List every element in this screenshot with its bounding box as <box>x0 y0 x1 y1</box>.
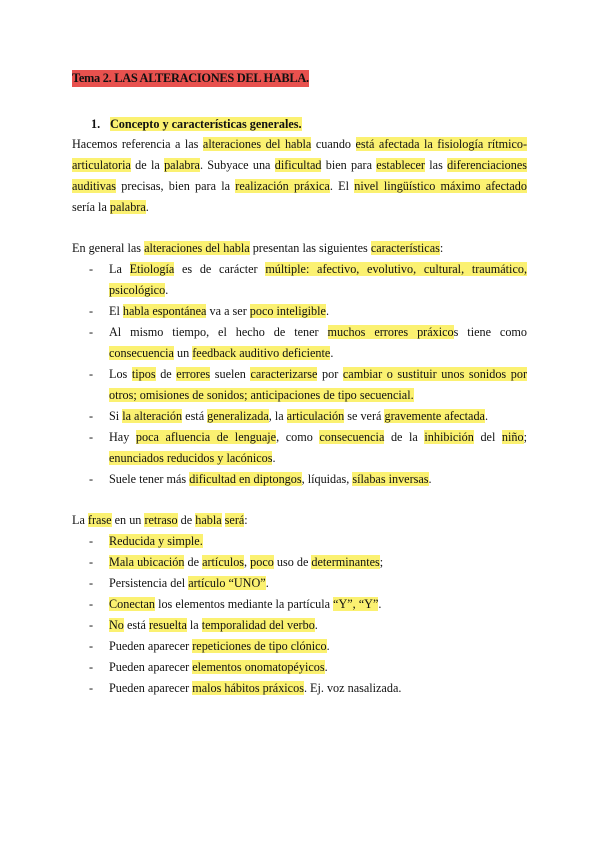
list-item <box>72 615 527 636</box>
highlighted-text: Reducida y simple. <box>109 534 203 548</box>
text-run: presentan las siguientes <box>249 241 371 255</box>
text-run: de la <box>130 158 165 172</box>
characteristics-list <box>72 259 527 490</box>
text-run: de la <box>384 430 425 444</box>
highlighted-text: habla <box>195 513 222 527</box>
text-run: . <box>265 576 269 590</box>
highlighted-text: alteraciones del habla <box>144 241 250 255</box>
highlighted-text: habla espontánea <box>122 304 207 318</box>
text-run: por <box>317 367 343 381</box>
highlighted-text: palabra <box>109 200 146 214</box>
highlighted-text: alteraciones del habla <box>202 137 312 151</box>
highlighted-text: elementos onomatopéyicos <box>192 660 325 674</box>
highlighted-text: Mala ubicación <box>109 555 185 569</box>
text-run: está <box>182 409 208 423</box>
text-run: sería la <box>72 200 110 214</box>
highlighted-text: Etiología <box>129 262 175 276</box>
text-run: . <box>324 660 328 674</box>
text-run: las <box>425 158 448 172</box>
highlighted-text: dificultad <box>274 158 322 172</box>
highlighted-text: nivel lingüístico máximo afectado <box>354 179 527 193</box>
text-run: . <box>428 472 432 486</box>
highlighted-text: niño <box>501 430 524 444</box>
highlighted-text: será <box>224 513 245 527</box>
list-item <box>72 636 527 657</box>
text-run: Los <box>109 367 132 381</box>
highlighted-text: dificultad en diptongos <box>189 472 302 486</box>
text-run: . <box>378 597 382 611</box>
text-run: Hacemos referencia a las <box>72 137 203 151</box>
text-run: precisas, bien para la <box>116 179 236 193</box>
highlighted-text: características <box>370 241 440 255</box>
text-run: la <box>186 618 202 632</box>
text-run: Pueden aparecer <box>109 681 193 695</box>
text-run: Al mismo tiempo, el hecho de tener <box>109 325 328 339</box>
text-run: está <box>123 618 149 632</box>
list-item <box>72 531 527 552</box>
list-item <box>72 573 527 594</box>
list-item <box>72 301 527 322</box>
text-run: suelen <box>210 367 251 381</box>
text-run: s tiene como <box>453 325 527 339</box>
list-item <box>72 678 527 699</box>
text-run: los elementos mediante la partícula <box>155 597 334 611</box>
highlighted-text: resuelta <box>148 618 187 632</box>
section-heading <box>91 117 302 132</box>
text-run: En general las <box>72 241 145 255</box>
highlighted-text: consecuencia <box>109 346 174 360</box>
highlighted-text: feedback auditivo deficiente <box>192 346 331 360</box>
text-run: de <box>155 367 177 381</box>
text-run: de <box>177 513 196 527</box>
text-run: , líquidas, <box>301 472 353 486</box>
phrase-list <box>72 531 527 699</box>
text-run: un <box>173 346 193 360</box>
highlighted-text: establecer <box>376 158 425 172</box>
highlighted-text: realización práxica <box>235 179 330 193</box>
highlighted-text: enunciados reducidos y lacónicos <box>109 451 273 465</box>
highlighted-text: la alteración <box>122 409 183 423</box>
highlighted-text: artículo “UNO” <box>188 576 266 590</box>
text-run: va a ser <box>206 304 250 318</box>
highlighted-text: “Y”, “Y” <box>333 597 379 611</box>
text-run: Suele tener más <box>109 472 190 486</box>
characteristics-intro <box>72 238 527 259</box>
list-item <box>72 552 527 573</box>
text-run: : <box>244 513 248 527</box>
highlighted-text: poco <box>250 555 274 569</box>
list-item <box>72 259 527 301</box>
text-run: Pueden aparecer <box>109 639 193 653</box>
phrase-intro <box>72 510 527 531</box>
text-run: en un <box>111 513 145 527</box>
title-text: Tema 2. LAS ALTERACIONES DEL HABLA. <box>72 71 309 85</box>
text-run: ; <box>379 555 384 569</box>
text-run: , <box>244 555 251 569</box>
text-run: . El <box>329 179 355 193</box>
document-title <box>72 71 309 86</box>
text-run: del <box>473 430 502 444</box>
highlighted-text: muchos errores práxico <box>327 325 454 339</box>
highlighted-text: temporalidad del verbo <box>201 618 315 632</box>
text-run: cuando <box>311 137 356 151</box>
highlighted-text: artículos <box>202 555 245 569</box>
list-item <box>72 406 527 427</box>
highlighted-text: No <box>109 618 124 632</box>
highlighted-text: gravemente afectada <box>384 409 485 423</box>
text-run: . <box>314 618 318 632</box>
text-run: : <box>439 241 444 255</box>
list-item <box>72 427 527 469</box>
text-run: . Subyace una <box>199 158 275 172</box>
highlighted-text: inhibición <box>424 430 474 444</box>
highlighted-text: repeticiones de tipo clónico <box>192 639 327 653</box>
highlighted-text: retraso <box>144 513 178 527</box>
list-item <box>72 364 527 406</box>
list-item <box>72 469 527 490</box>
text-run: . <box>272 451 276 465</box>
section-heading-text: Concepto y características generales. <box>110 117 302 131</box>
text-run: . Ej. voz nasalizada. <box>303 681 402 695</box>
characteristics-list-wrap <box>72 259 527 490</box>
highlighted-text: está afectada la fisiología rítmico-articulatoria <box>72 137 528 172</box>
text-run: . <box>325 304 329 318</box>
highlighted-text: cambiar o sustituir unos sonidos por otros; omisiones de sonidos; anticipaciones de tipo secuencial. <box>109 367 528 402</box>
list-item <box>72 322 527 364</box>
highlighted-text: diferenciaciones auditivas <box>72 158 527 193</box>
text-run: . <box>326 639 330 653</box>
text-run: . <box>165 283 169 297</box>
list-item <box>72 657 527 678</box>
text-run: se verá <box>344 409 385 423</box>
highlighted-text: tipos <box>131 367 156 381</box>
highlighted-text: generalizada <box>207 409 269 423</box>
highlighted-text: frase <box>87 513 112 527</box>
text-run: es de carácter <box>174 262 266 276</box>
highlighted-text: caracterizarse <box>250 367 318 381</box>
highlighted-text: Conectan <box>109 597 156 611</box>
highlighted-text: palabra <box>164 158 200 172</box>
highlighted-text: consecuencia <box>319 430 385 444</box>
text-run: , la <box>268 409 287 423</box>
text-run: , como <box>276 430 320 444</box>
highlighted-text: múltiple: afectivo, evolutivo, cultural, traumático, psicológico <box>109 262 527 297</box>
intro-paragraph <box>72 134 527 218</box>
list-item <box>72 594 527 615</box>
text-run: Hay <box>109 430 136 444</box>
highlighted-text: poco inteligible <box>249 304 326 318</box>
text-run: Pueden aparecer <box>109 660 193 674</box>
text-run: Si <box>109 409 123 423</box>
text-run: La <box>72 513 88 527</box>
highlighted-text: articulación <box>286 409 345 423</box>
text-run: ; <box>523 430 527 444</box>
highlighted-text: malos hábitos práxicos <box>192 681 304 695</box>
text-run: La <box>109 262 130 276</box>
highlighted-text: poca afluencia de lenguaje <box>135 430 277 444</box>
highlighted-text: determinantes <box>311 555 380 569</box>
section-number: 1. <box>91 117 101 131</box>
text-run: . <box>145 200 149 214</box>
text-run: Persistencia del <box>109 576 189 590</box>
text-run: . <box>330 346 334 360</box>
text-run: . <box>484 409 488 423</box>
text-run: El <box>109 304 123 318</box>
highlighted-text: sílabas inversas <box>352 472 429 486</box>
text-run: uso de <box>273 555 312 569</box>
text-run: de <box>184 555 203 569</box>
phrase-list-wrap <box>72 531 527 699</box>
text-run: bien para <box>321 158 377 172</box>
highlighted-text: errores <box>176 367 211 381</box>
